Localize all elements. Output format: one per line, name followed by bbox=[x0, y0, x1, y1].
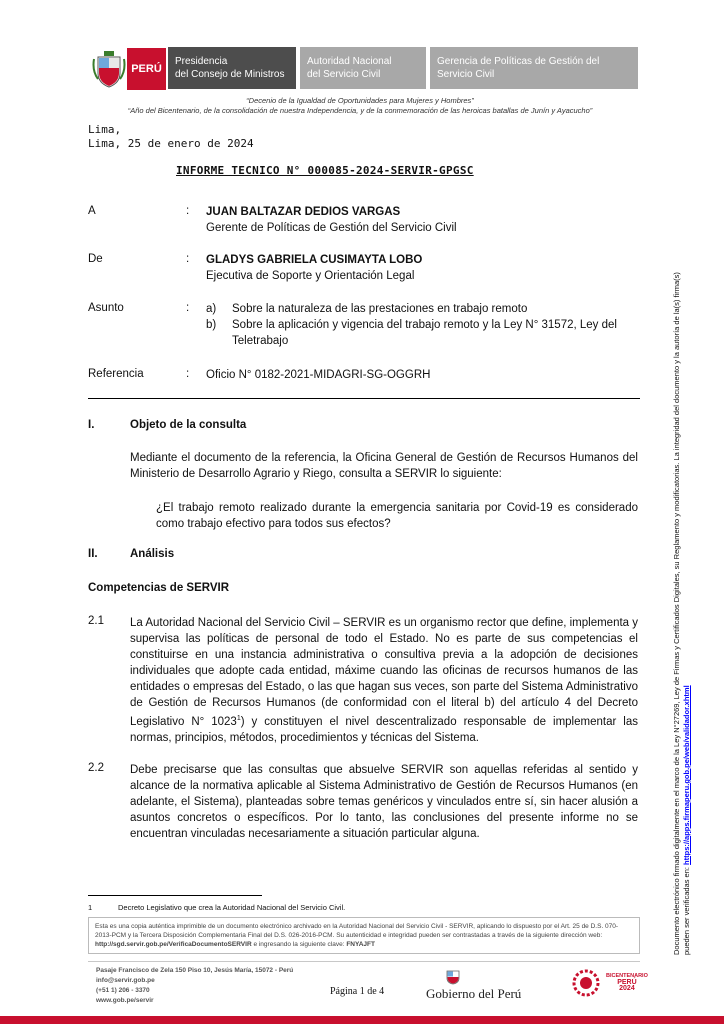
to-role: Gerente de Políticas de Gestión del Servicio Civil bbox=[206, 222, 457, 234]
to-label: A bbox=[88, 205, 96, 217]
header-box-gerencia: Gerencia de Políticas de Gestión del Servicio Civil bbox=[430, 47, 638, 89]
footer-web[interactable]: www.gob.pe/servir bbox=[96, 997, 154, 1004]
authenticity-notice: Esta es una copia auténtica imprimible de un documento electrónico archivado en la Autoridad Nacional del Servicio Civil - SERVIR, aplicando lo dispuesto por el Art. 25 de D.S. 070-2013-PCM y la Tercera Disposición Complementaria Final del D.S. 026-2016-PCM. Su autenticidad e integridad pueden ser contrastadas a través de la siguiente dirección web: http://sgd.servir.gob.pe/VerificaDocumentoSERVIR e ingresando la siguiente clave: FNYAJFT bbox=[88, 917, 640, 954]
header-box-pcm: Presidencia del Consejo de Ministros bbox=[168, 47, 296, 89]
footer-phone: (+51 1) 206 - 3370 bbox=[96, 987, 150, 994]
digital-signature-note: Documento electrónico firmado digitalmente en el marco de la Ley N°27269, Ley de Firmas y Certificados Digitales, su Reglamento y modificatorias. La integridad del documento y la autoría de la(s) firma(s) pueden ser verificadas en: https://apps.firmaperu.gob.pe/web/validador.xhtml bbox=[672, 272, 691, 955]
footnote-text: Decreto Legislativo que crea la Autoridad Nacional del Servicio Civil. bbox=[118, 903, 346, 912]
paragraph-2-1-number: 2.1 bbox=[88, 615, 104, 627]
header-box-servir: Autoridad Nacional del Servicio Civil bbox=[300, 47, 426, 89]
date-line: Lima, 25 de enero de 2024 bbox=[88, 137, 254, 150]
subject-item-a: Sobre la naturaleza de las prestaciones en trabajo remoto bbox=[232, 303, 528, 315]
reference-colon: : bbox=[186, 368, 190, 380]
verification-key: FNYAJFT bbox=[346, 941, 375, 948]
subject-label: Asunto bbox=[88, 302, 124, 314]
coat-of-arms-icon bbox=[92, 49, 126, 89]
footer-email[interactable]: info@servir.gob.pe bbox=[96, 977, 155, 984]
section-2-number: II. bbox=[88, 548, 98, 560]
decenio-slogan: “Decenio de la Igualdad de Oportunidades para Mujeres y Hombres” bbox=[246, 96, 474, 105]
to-value bbox=[206, 204, 457, 236]
gobierno-del-peru-logo: Gobierno del Perú bbox=[426, 986, 522, 1001]
reference-label: Referencia bbox=[88, 368, 144, 380]
peru-logo: PERÚ bbox=[127, 48, 166, 90]
from-role: Ejecutiva de Soporte y Orientación Legal bbox=[206, 270, 415, 282]
subject-item-b: Sobre la aplicación y vigencia del trabajo remoto y la Ley N° 31572, Ley del Teletrabajo bbox=[232, 319, 617, 347]
footnote-rule bbox=[88, 895, 262, 896]
paragraph-2-2: Debe precisarse que las consultas que absuelve SERVIR son aquellas referidas al sentido y alcance de la normativa aplicable al Sistema Administrativo de Gestión de Recursos Humanos (en adelante, el Sistema), planteadas sobre temas genéricos y vinculados entre sí, sin hacer alusión a asuntos concretos o específicos. Por lo tanto, las conclusiones del presente informe no se encuentran vinculadas necesariamente a situación particular alguna. bbox=[130, 764, 638, 840]
subject-colon: : bbox=[186, 302, 190, 314]
consultation-question: ¿El trabajo remoto realizado durante la emergencia sanitaria por Covid-19 es considerado como trabajo efectivo para todos sus efectos? bbox=[156, 502, 638, 530]
footer-separator bbox=[88, 961, 640, 962]
competencias-subtitle: Competencias de SERVIR bbox=[88, 582, 230, 594]
footer-red-bar bbox=[0, 1016, 724, 1024]
section-1-paragraph: Mediante el documento de la referencia, la Oficina General de Gestión de Recursos Humanos del Ministerio de Desarrollo Agrario y Riego, consulta a SERVIR lo siguiente: bbox=[130, 452, 638, 480]
footer-address: Pasaje Francisco de Zela 150 Piso 10, Jesús María, 15072 - Perú bbox=[96, 967, 294, 974]
subject-mark-b: b) bbox=[206, 319, 217, 331]
paragraph-2-2-number: 2.2 bbox=[88, 762, 104, 774]
section-1-title: Objeto de la consulta bbox=[130, 419, 247, 431]
from-name: GLADYS GABRIELA CUSIMAYTA LOBO bbox=[206, 254, 423, 266]
bicentenario-slogan: “Año del Bicentenario, de la consolidación de nuestra Independencia, y de la conmemoración de las heroicas batallas de Junín y Ayacucho” bbox=[127, 106, 593, 115]
subject-mark-a: a) bbox=[206, 303, 217, 315]
validator-link[interactable]: https://apps.firmaperu.gob.pe/web/validador.xhtml bbox=[682, 685, 691, 865]
gobierno-emblem-icon bbox=[446, 969, 460, 985]
to-colon: : bbox=[186, 205, 190, 217]
bicentenario-logo-icon bbox=[571, 968, 601, 998]
place-line: Lima, bbox=[88, 123, 122, 136]
section-2-title: Análisis bbox=[130, 548, 175, 560]
verification-url[interactable]: http://sgd.servir.gob.pe/VerificaDocumentoSERVIR bbox=[95, 941, 252, 948]
footnote-ref: 1 bbox=[236, 715, 241, 722]
footer-contact bbox=[96, 966, 293, 1006]
divider bbox=[88, 398, 640, 399]
page-number: Página 1 de 4 bbox=[330, 986, 385, 997]
report-title: INFORME TECNICO N° 000085-2024-SERVIR-GPGSC bbox=[176, 164, 474, 177]
from-value bbox=[206, 252, 422, 284]
from-label: De bbox=[88, 253, 103, 265]
section-1-number: I. bbox=[88, 419, 95, 431]
paragraph-2-1: La Autoridad Nacional del Servicio Civil – SERVIR es un organismo rector que define, implementa y supervisa las políticas de personal de todo el Estado. No es parte de sus competencias el constituirse en una instancia administrativa o consultiva previa a la adopción de decisiones individuales que adopte cada entidad, máxime cuando las oficinas de recursos humanos de las entidades o empresas del Estado, o las que hagan sus veces, son parte del Sistema Administrativo de Gestión de Recursos Humanos (de conformidad con el literal b) del artículo 4 del Decreto Legislativo N° 1023$^1$) y constituyen el nivel descentralizado responsable de implementar las normas, principios, métodos, procedimientos y técnicas del Sistema. bbox=[130, 617, 638, 744]
footnote-number: 1 bbox=[88, 903, 93, 912]
bicentenario-label: BICENTENARIO PERÚ 2024 bbox=[606, 973, 648, 992]
reference-value: Oficio N° 0182-2021-MIDAGRI-SG-OGGRH bbox=[206, 369, 431, 381]
from-colon: : bbox=[186, 253, 190, 265]
to-name: JUAN BALTAZAR DEDIOS VARGAS bbox=[206, 206, 401, 218]
